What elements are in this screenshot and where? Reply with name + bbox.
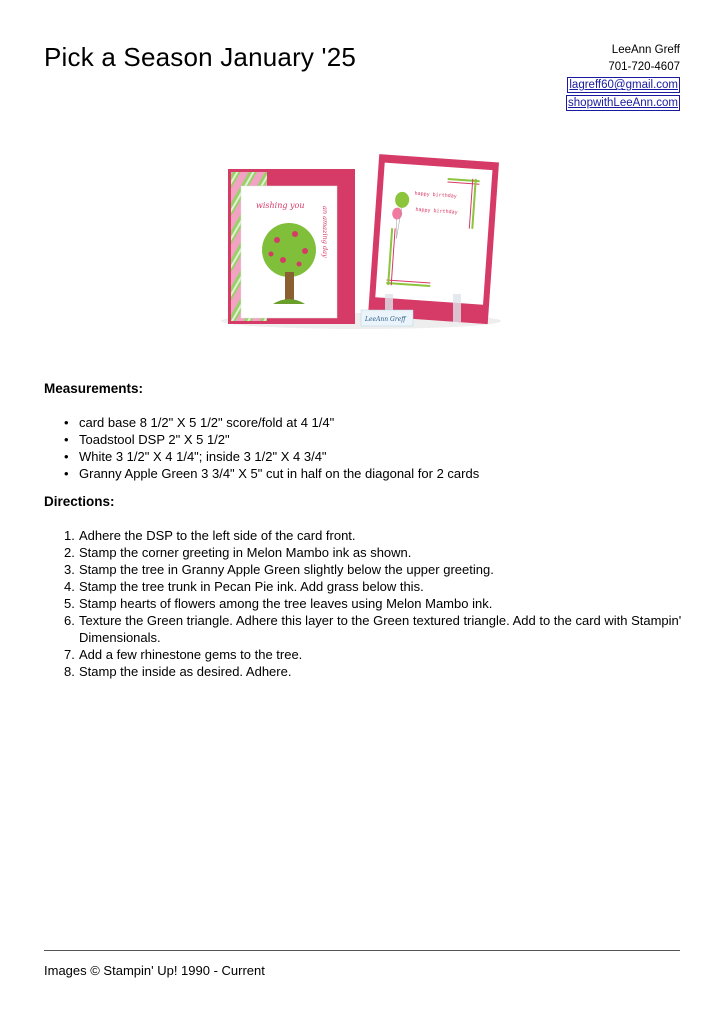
list-item: 1. Adhere the DSP to the left side of the card front. <box>64 528 356 543</box>
page-title: Pick a Season January '25 <box>44 42 357 72</box>
contact-block <box>566 42 680 113</box>
tree-canopy <box>262 223 316 277</box>
list-item: • Toadstool DSP 2" X 5 1/2" <box>44 431 479 448</box>
list-item: • White 3 1/2" X 4 1/4"; inside 3 1/2" X 4 3/4" <box>44 448 479 465</box>
contact-phone: 701-720-4607 <box>608 61 680 73</box>
card-photo <box>213 136 510 332</box>
directions-heading: Directions: <box>44 494 115 509</box>
footer-copyright: Images © Stampin' Up! 1990 - Current <box>44 963 265 978</box>
list-item: 7. Add a few rhinestone gems to the tree. <box>64 647 303 662</box>
list-item: 4. Stamp the tree trunk in Pecan Pie ink. Add grass below this. <box>64 579 424 594</box>
inside-greeting-1: happy birthday <box>414 190 457 200</box>
list-item: 3. Stamp the tree in Granny Apple Green slightly below the upper greeting. <box>64 562 494 577</box>
logo: LeeAnn Greff <box>365 316 406 323</box>
email-link[interactable]: lagreff60@gmail.com <box>569 79 678 91</box>
list-item: 6. Texture the Green triangle. Adhere this layer to the Green textured triangle. Add to the card with Stampin' Dimensionals. <box>64 613 682 645</box>
list-item: 5. Stamp hearts of flowers among the tree leaves using Melon Mambo ink. <box>64 596 493 611</box>
card-front-greeting: wishing you <box>256 201 305 210</box>
card-side-greeting: an amazing day <box>321 206 329 258</box>
left-card <box>228 169 355 324</box>
list-item: • Granny Apple Green 3 3/4" X 5" cut in half on the diagonal for 2 cards <box>44 465 479 482</box>
footer-divider <box>44 950 680 951</box>
measurements-heading: Measurements: <box>44 381 144 396</box>
website-link[interactable]: shopwithLeeAnn.com <box>568 97 678 109</box>
inside-greeting-2: happy birthday <box>415 206 458 216</box>
measurements-list <box>44 414 479 482</box>
list-item: 8. Stamp the inside as desired. Adhere. <box>64 664 292 679</box>
list-item: • card base 8 1/2" X 5 1/2" score/fold at 4 1/4" <box>44 414 479 431</box>
directions-list <box>44 527 684 680</box>
list-item: 2. Stamp the corner greeting in Melon Mambo ink as shown. <box>64 545 412 560</box>
contact-name: LeeAnn Greff <box>611 44 680 56</box>
